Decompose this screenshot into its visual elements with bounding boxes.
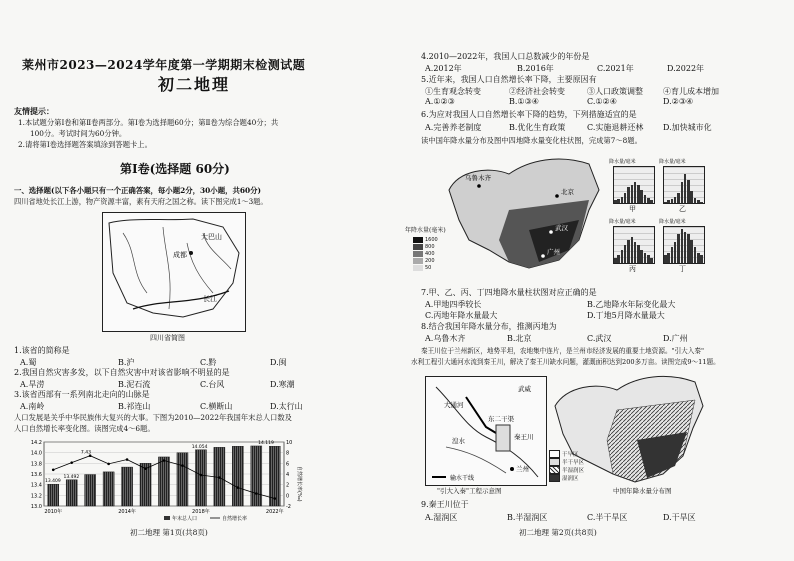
- q4-option-a[interactable]: A.2012年: [425, 64, 462, 73]
- mini-chart-bar: [687, 180, 690, 203]
- q9-option-a[interactable]: A.湿润区: [425, 513, 458, 522]
- mini-chart-bar: [624, 193, 627, 203]
- mini-chart-bar: [614, 200, 617, 203]
- population-bar: [195, 450, 206, 506]
- q5-item-2: ②经济社会转变: [509, 87, 565, 96]
- precip-legend-swatch: [413, 251, 423, 257]
- legend-bar-label: 年末总人口: [172, 516, 198, 522]
- diagram-legend: 输水干线: [450, 475, 475, 482]
- precip-legend-value: 200: [425, 257, 435, 264]
- precip-legend-row: [413, 250, 438, 257]
- mini-chart-bar: [690, 240, 693, 263]
- question-2: 2.我国自然灾害多发，以下自然灾害中对该省影响不明显的是: [14, 368, 230, 377]
- map-label-wuhan: 武汉: [555, 224, 568, 232]
- q9-option-c[interactable]: C.半干旱区: [587, 513, 628, 522]
- precip-legend-swatch: [413, 244, 423, 250]
- mini-chart-bar: [647, 255, 650, 263]
- mini-chart-bar: [674, 197, 677, 204]
- notice-1b: 100分。考试时间为60分钟。: [30, 129, 127, 138]
- q3-option-d[interactable]: D.太行山: [270, 402, 303, 411]
- y-tick-label: 13.0: [30, 504, 42, 510]
- q5-item-1: ①生育观念转变: [425, 87, 481, 96]
- dry-wet-legend-swatch: [549, 458, 560, 466]
- mini-chart-bar: [617, 199, 620, 203]
- y2-tick-label: -2: [286, 504, 291, 510]
- mini-chart-bar: [664, 255, 667, 263]
- mini-chart-bar: [631, 237, 634, 263]
- mini-chart-label: 乙: [679, 205, 686, 213]
- population-bar: [177, 453, 188, 506]
- diagram-label-huangshui: 湟水: [452, 437, 465, 445]
- y2-tick-label: 4: [286, 472, 290, 478]
- notice-2: 2.请将第Ⅰ卷选择题答案填涂到答题卡上。: [18, 140, 152, 149]
- q7-option-b[interactable]: B.乙地降水年际变化最大: [587, 300, 676, 309]
- subject-title: 初二地理: [158, 75, 231, 94]
- q5-item-4: ④育儿成本增加: [663, 87, 719, 96]
- mini-chart-plot: [613, 226, 655, 264]
- q3-option-c[interactable]: C.横断山: [200, 402, 233, 411]
- data-label: 14.054: [191, 444, 208, 450]
- q6-option-c[interactable]: C.实施退耕还林: [587, 123, 644, 132]
- q3-option-b[interactable]: B.祁连山: [118, 402, 151, 411]
- q8-option-a[interactable]: A.乌鲁木齐: [425, 334, 466, 343]
- dry-wet-legend-label: 半干旱区: [562, 460, 585, 466]
- mini-chart-bar: [674, 242, 677, 263]
- population-bar: [251, 446, 262, 506]
- precip-legend-swatch: [413, 265, 423, 271]
- mini-chart-1: [609, 158, 655, 214]
- q1-option-c[interactable]: C.黔: [200, 358, 217, 367]
- exam-title: 莱州市2023—2024学年度第一学期期末检测试题: [22, 58, 306, 72]
- q4-option-c[interactable]: C.2021年: [597, 64, 634, 73]
- precip-legend-row: [413, 257, 438, 264]
- precip-legend-value: 400: [425, 250, 435, 257]
- mini-chart-bar: [617, 255, 620, 263]
- mini-chart-bar: [690, 191, 693, 203]
- map-label-wulumuqi: 乌鲁木齐: [465, 174, 491, 182]
- mini-chart-2: [659, 158, 705, 214]
- y-tick-label: 14.0: [30, 450, 42, 457]
- precip-legend-row: [413, 236, 438, 243]
- mini-chart-heading: 降水量/毫米: [659, 219, 686, 225]
- y2-tick-label: 10: [286, 440, 293, 446]
- q8-option-d[interactable]: D.广州: [663, 334, 688, 343]
- mini-chart-heading: 降水量/毫米: [609, 159, 636, 165]
- mini-chart-bar: [677, 193, 680, 203]
- mini-chart-bar: [640, 250, 643, 263]
- sichuan-map-caption: 四川省简图: [150, 334, 185, 342]
- precip-legend-title: 年降水量(毫米): [405, 227, 446, 234]
- q2-option-d[interactable]: D.寒潮: [270, 380, 295, 389]
- precip-legend-value: 50: [425, 264, 432, 271]
- q5-item-3: ③人口政策调整: [587, 87, 643, 96]
- mini-chart-3: [609, 218, 655, 274]
- diagram-label-datong: 大通河: [444, 401, 464, 409]
- mini-chart-bar: [631, 185, 634, 203]
- precip-legend-row: [413, 243, 438, 250]
- mini-chart-bar: [634, 242, 637, 263]
- data-label: 13.492: [63, 474, 80, 480]
- diagram-caption: "引大入秦"工程示意图: [437, 487, 502, 495]
- population-bar: [122, 467, 133, 506]
- population-bar: [48, 484, 59, 506]
- mini-chart-bar: [624, 245, 627, 263]
- mini-chart-heading: 降水量/毫米: [609, 219, 636, 225]
- dry-wet-legend-row: [549, 466, 584, 474]
- mini-chart-bar: [684, 232, 687, 263]
- q2-option-c[interactable]: C.台风: [200, 380, 225, 389]
- dry-wet-legend-label: 干旱区: [562, 452, 579, 458]
- q9-option-d[interactable]: D.干旱区: [663, 513, 696, 522]
- precip-legend-row: [413, 264, 438, 271]
- part1-heading: 第Ⅰ卷(选择题 60分): [120, 162, 230, 176]
- notice-1: 1.本试题分第Ⅰ卷和第Ⅱ卷两部分。第Ⅰ卷为选择题60分；第Ⅱ卷为综合题40分；共: [18, 118, 279, 127]
- diagram-label-qin: 秦王川: [514, 433, 534, 441]
- intro-q1-3: 四川省地处长江上游，物产资源丰富，素有天府之国之称。读下图完成1～3题。: [14, 197, 268, 206]
- question-3: 3.该省西部有一系列南北走向的山脉是: [14, 390, 150, 399]
- q8-option-c[interactable]: C.武汉: [587, 334, 612, 343]
- q4-option-d[interactable]: D.2022年: [667, 64, 705, 73]
- y2-tick-label: 6: [286, 461, 290, 468]
- q5-option-a[interactable]: A.①②③: [425, 97, 455, 106]
- mini-chart-bar: [634, 182, 637, 203]
- q5-option-b[interactable]: B.①③④: [509, 97, 539, 106]
- question-5: 5.近年来，我国人口自然增长率下降，主要原因有: [421, 75, 597, 84]
- precip-legend-swatch: [413, 258, 423, 264]
- footer-left: 初二地理 第1页(共8页): [130, 528, 208, 537]
- y-tick-label: 13.8: [30, 461, 42, 468]
- precip-legend: [413, 236, 438, 271]
- mini-chart-plot: [613, 166, 655, 204]
- x-tick-label: 2018年: [192, 509, 210, 515]
- population-bar: [232, 446, 243, 506]
- diagram-label-donger: 东二干渠: [488, 415, 514, 423]
- mini-chart-bar: [644, 253, 647, 263]
- mini-chart-heading: 降水量/毫米: [659, 159, 686, 165]
- map-label-chengdu: 成都: [173, 251, 187, 259]
- intro-q7-8: 读中国年降水量分布及图中四地降水量变化柱状图，完成第7～8题。: [421, 136, 642, 145]
- q5-option-c[interactable]: C.①②④: [587, 97, 617, 106]
- mini-chart-bar: [700, 255, 703, 263]
- mini-chart-bar: [677, 234, 680, 263]
- intro-q4-6: 人口发展是关乎中华民族伟大复兴的大事。下图为2010—2022年我国年末总人口数及: [14, 413, 292, 422]
- mini-chart-4: [659, 218, 705, 274]
- mini-chart-bar: [647, 198, 650, 203]
- q6-option-b[interactable]: B.优化生育政策: [509, 123, 566, 132]
- question-7: 7.甲、乙、丙、丁四地降水量柱状图对应正确的是: [421, 288, 597, 297]
- q7-option-c[interactable]: C.丙地年降水量最大: [425, 311, 498, 320]
- x-tick-label: 2022年: [265, 509, 284, 515]
- y2-tick-label: 0: [286, 493, 290, 500]
- mini-chart-bar: [664, 202, 667, 203]
- legend-line-label: 自然增长率: [222, 516, 248, 522]
- mini-chart-bar: [637, 185, 640, 203]
- population-bar: [158, 457, 169, 506]
- intro-q9-11: 秦王川位于兰州新区，地势平坦，农地集中连片，是兰州市经济发展的重要土地资源。"引大入秦": [421, 347, 705, 355]
- mini-chart-bar: [700, 202, 703, 203]
- mini-chart-bar: [627, 187, 630, 203]
- mini-chart-label: 丙: [629, 265, 636, 273]
- map-label-daba: 大巴山: [201, 233, 222, 241]
- legend-bar-swatch: [164, 516, 170, 520]
- dry-wet-legend: [549, 450, 584, 482]
- q1-option-a[interactable]: A.蜀: [20, 358, 37, 367]
- mini-chart-bar: [694, 247, 697, 263]
- dry-wet-legend-swatch: [549, 474, 560, 482]
- question-6: 6.为应对我国人口自然增长率下降的趋势，下列措施适宜的是: [421, 110, 637, 119]
- dry-wet-caption: 中国年降水量分布图: [613, 487, 672, 495]
- mini-chart-bar: [621, 197, 624, 204]
- population-bar: [85, 475, 96, 506]
- mini-chart-bar: [694, 198, 697, 203]
- dry-wet-legend-swatch: [549, 466, 560, 474]
- population-bar: [103, 472, 114, 506]
- mini-chart-bar: [697, 253, 700, 263]
- notice-heading: 友情提示：: [14, 106, 54, 116]
- mini-chart-bar: [650, 258, 653, 263]
- q1-option-d[interactable]: D.闽: [270, 358, 287, 367]
- y-tick-label: 14.2: [30, 440, 42, 446]
- mini-chart-bar: [650, 200, 653, 203]
- y2-tick-label: 2: [286, 482, 290, 489]
- population-bar: [269, 446, 280, 506]
- data-label: 14.119: [258, 440, 274, 446]
- mini-chart-bar: [681, 182, 684, 203]
- y2-tick-label: 8: [286, 450, 290, 457]
- section1-heading: 一、选择题(以下各小题只有一个正确答案，每小题2分，30小题，共60分): [14, 186, 262, 195]
- q7-option-d[interactable]: D.丁地5月降水量最大: [587, 311, 665, 320]
- precip-legend-value: 800: [425, 243, 435, 250]
- population-bar: [66, 480, 77, 506]
- diagram-label-lanzhou: 兰州: [516, 465, 529, 473]
- yindaruqin-diagram: [425, 376, 547, 486]
- y2-axis-label: 自然增长率(‰): [296, 466, 302, 502]
- diagram-label-wuwei: 武威: [518, 385, 531, 393]
- mini-chart-bar: [644, 195, 647, 203]
- dry-wet-legend-row: [549, 450, 584, 458]
- question-9: 9.秦王川位于: [421, 500, 469, 509]
- y-tick-label: 13.2: [30, 493, 42, 500]
- q6-option-a[interactable]: A.完善养老制度: [425, 123, 482, 132]
- map-label-beijing: 北京: [561, 188, 574, 196]
- dry-wet-legend-label: 湿润区: [562, 476, 579, 482]
- map-label-guangzhou: 广州: [547, 248, 560, 256]
- q8-option-b[interactable]: B.北京: [507, 334, 532, 343]
- q5-option-d[interactable]: D.②③④: [663, 97, 694, 106]
- mini-chart-bar: [687, 234, 690, 263]
- x-tick-label: 2010年: [44, 509, 63, 515]
- y-tick-label: 13.6: [30, 472, 42, 478]
- dry-wet-legend-row: [549, 474, 584, 482]
- mini-chart-bar: [667, 200, 670, 203]
- dry-wet-legend-label: 半湿润区: [562, 468, 585, 474]
- population-chart: [14, 436, 314, 522]
- q4-option-b[interactable]: B.2016年: [517, 64, 554, 73]
- mini-chart-bar: [684, 174, 687, 203]
- mini-chart-bar: [637, 245, 640, 263]
- intro-q4-6b: 人口自然增长率变化图。读图完成4～6题。: [14, 424, 155, 433]
- q7-option-a[interactable]: A.甲地四季较长: [425, 300, 482, 309]
- page-right: [397, 0, 794, 561]
- mini-chart-label: 甲: [629, 205, 636, 213]
- precip-legend-swatch: [413, 237, 423, 243]
- mini-chart-bar: [627, 240, 630, 263]
- map-label-changjiang: 长江: [203, 295, 217, 303]
- mini-chart-label: 丁: [679, 265, 686, 273]
- china-precip-map: [439, 150, 609, 280]
- mini-chart-bar: [697, 200, 700, 203]
- mini-chart-bar: [671, 199, 674, 203]
- data-label: 7.43: [80, 450, 91, 456]
- mini-chart-bar: [640, 190, 643, 203]
- mini-chart-plot: [663, 226, 705, 264]
- q6-option-d[interactable]: D.加快城市化: [663, 123, 712, 132]
- mini-chart-bar: [614, 258, 617, 263]
- mini-chart-bar: [671, 247, 674, 263]
- q9-option-b[interactable]: B.半湿润区: [507, 513, 548, 522]
- q3-option-a[interactable]: A.南岭: [20, 402, 45, 411]
- mini-charts: [609, 158, 709, 278]
- intro-q9-11b: 水利工程引大通河水流到秦王川，解决了秦王川缺水问题，灌溉面积达到200多万亩。读图完成9～11题。: [411, 358, 720, 366]
- dry-wet-legend-row: [549, 458, 584, 466]
- q2-option-a[interactable]: A.旱涝: [20, 380, 45, 389]
- footer-right: 初二地理 第2页(共8页): [519, 528, 597, 537]
- y-tick-label: 13.4: [30, 482, 42, 489]
- precip-legend-value: 1600: [425, 236, 438, 243]
- dry-wet-legend-swatch: [549, 450, 560, 458]
- question-1: 1.该省的简称是: [14, 346, 70, 355]
- mini-chart-bar: [621, 250, 624, 263]
- question-8: 8.结合我国年降水量分布，推测丙地为: [421, 322, 557, 331]
- x-tick-label: 2014年: [118, 509, 136, 515]
- mini-chart-bar: [667, 253, 670, 263]
- question-4: 4.2010—2022年，我国人口总数减少的年份是: [421, 52, 590, 61]
- sichuan-map: [102, 212, 246, 332]
- data-label: 13.409: [45, 479, 61, 485]
- q2-option-b[interactable]: B.泥石流: [118, 380, 151, 389]
- mini-chart-plot: [663, 166, 705, 204]
- mini-chart-bar: [681, 229, 684, 263]
- q1-option-b[interactable]: B.沪: [118, 358, 135, 367]
